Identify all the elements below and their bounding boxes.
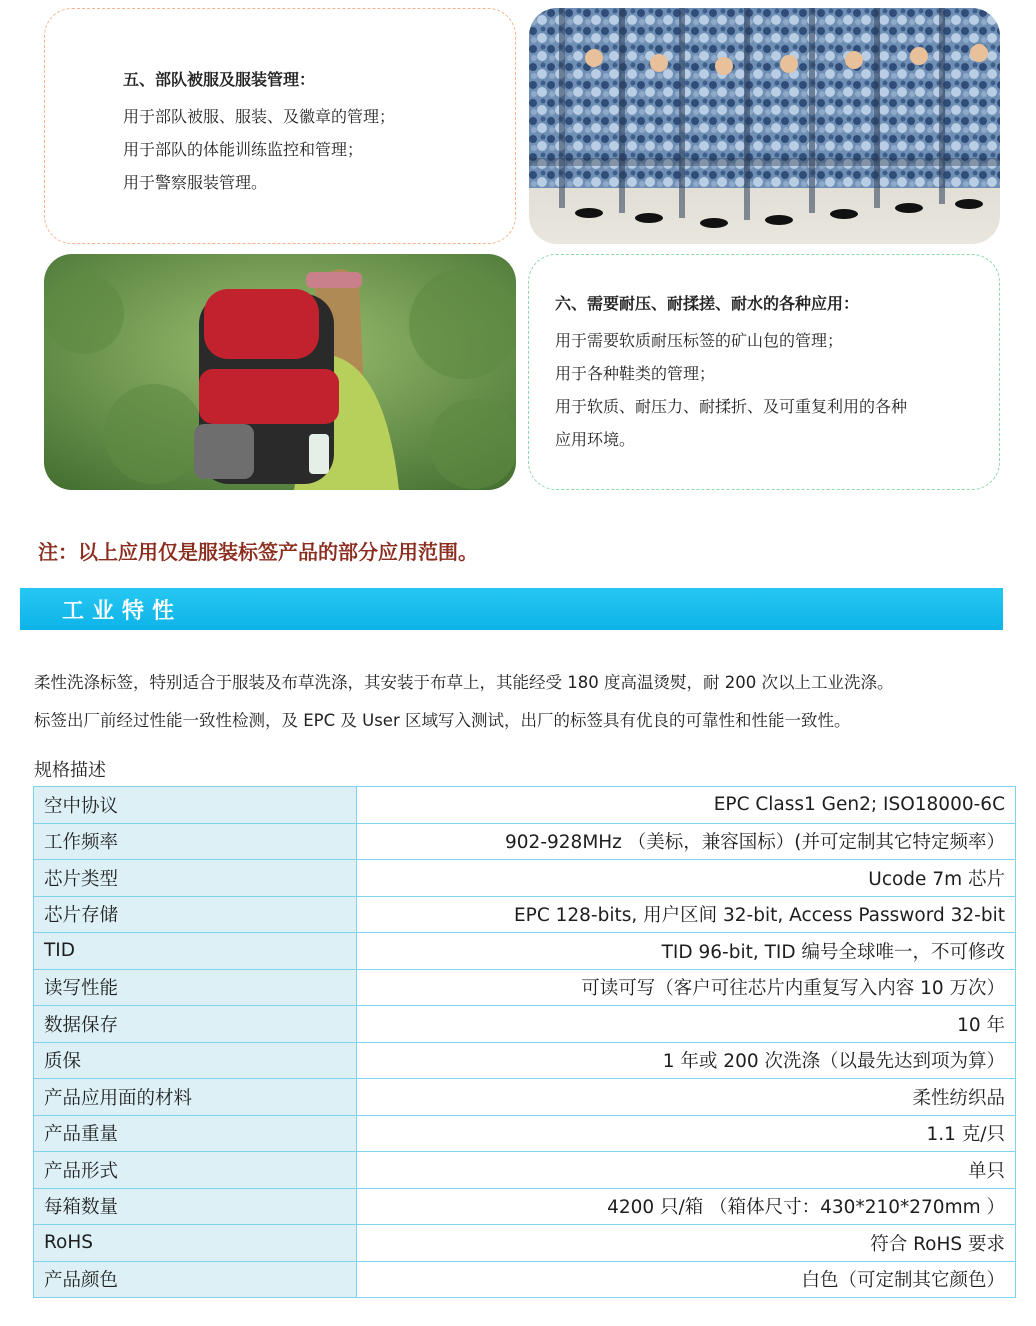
intro-line: 柔性洗涤标签，特别适合于服装及布草洗涤，其安装于布草上，其能经受 180 度高温烫熨，耐 200 次以上工业洗涤。: [34, 673, 894, 692]
table-row: [34, 1006, 1016, 1043]
spec-value: 柔性纺织品: [357, 1079, 1016, 1116]
spec-value: 902-928MHz （美标，兼容国标）(并可定制其它特定频率）: [357, 823, 1016, 860]
card-title: 五、部队被服及服装管理：: [123, 70, 316, 89]
spec-key: 数据保存: [34, 1006, 357, 1043]
spec-value: 1 年或 200 次洗涤（以最先达到项为算）: [357, 1042, 1016, 1079]
table-row: [34, 823, 1016, 860]
spec-key: 产品形式: [34, 1152, 357, 1189]
spec-key: 每箱数量: [34, 1188, 357, 1225]
card-line: 用于软质、耐压力、耐揉折、及可重复利用的各种: [555, 397, 908, 416]
spec-value: 4200 只/箱 （箱体尺寸：430*210*270mm ）: [357, 1188, 1016, 1225]
application-note: 注：以上应用仅是服装标签产品的部分应用范围。: [38, 540, 478, 564]
table-row: [34, 1115, 1016, 1152]
intro-line: 标签出厂前经过性能一致性检测，及 EPC 及 User 区域写入测试，出厂的标签具有优良的可靠性和性能一致性。: [34, 711, 851, 730]
table-row: [34, 1152, 1016, 1189]
spec-heading: 规格描述: [34, 760, 106, 781]
spec-key: 产品颜色: [34, 1261, 357, 1298]
section-title: 工业特性: [62, 599, 183, 624]
table-row: [34, 1079, 1016, 1116]
spec-key: 读写性能: [34, 969, 357, 1006]
spec-key: 质保: [34, 1042, 357, 1079]
hiker-backpack-photo: [44, 254, 516, 490]
application-card-military: [44, 8, 516, 244]
spec-key: 工作频率: [34, 823, 357, 860]
spec-key: RoHS: [34, 1225, 357, 1262]
table-row: [34, 1042, 1016, 1079]
card-line: 用于需要软质耐压标签的矿山包的管理；: [555, 331, 844, 350]
card-line: 用于部队被服、服装、及徽章的管理；: [123, 107, 396, 126]
section-banner: [20, 588, 1003, 630]
spec-key: 空中协议: [34, 787, 357, 824]
spec-key: 芯片存储: [34, 896, 357, 933]
spec-key: 产品应用面的材料: [34, 1079, 357, 1116]
card-line: 应用环境。: [555, 430, 636, 449]
soldiers-photo: [529, 8, 1000, 244]
card-title: 六、需要耐压、耐揉搓、耐水的各种应用：: [555, 294, 860, 313]
spec-value: EPC 128-bits, 用户区间 32-bit, Access Password 32-bit: [357, 896, 1016, 933]
card-line: 用于部队的体能训练监控和管理；: [123, 140, 364, 159]
table-row: [34, 860, 1016, 897]
table-row: [34, 896, 1016, 933]
spec-key: 产品重量: [34, 1115, 357, 1152]
spec-value: 10 年: [357, 1006, 1016, 1043]
spec-value: 可读可写（客户可往芯片内重复写入内容 10 万次）: [357, 969, 1016, 1006]
table-row: [34, 933, 1016, 970]
table-row: [34, 1188, 1016, 1225]
spec-key: 芯片类型: [34, 860, 357, 897]
table-row: [34, 1225, 1016, 1262]
table-row: [34, 1261, 1016, 1298]
spec-value: 1.1 克/只: [357, 1115, 1016, 1152]
intro-text: [34, 664, 1024, 740]
spec-value: TID 96-bit, TID 编号全球唯一，不可修改: [357, 933, 1016, 970]
application-card-pressure-resistant: [528, 254, 1000, 490]
spec-value: 单只: [357, 1152, 1016, 1189]
spec-value: EPC Class1 Gen2; ISO18000-6C: [357, 787, 1016, 824]
card-line: 用于警察服装管理。: [123, 173, 268, 192]
table-row: [34, 969, 1016, 1006]
spec-value: 白色（可定制其它颜色）: [357, 1261, 1016, 1298]
spec-value: 符合 RoHS 要求: [357, 1225, 1016, 1262]
spec-key: TID: [34, 933, 357, 970]
spec-table: [33, 786, 1016, 1298]
table-row: [34, 787, 1016, 824]
card-line: 用于各种鞋类的管理；: [555, 364, 716, 383]
spec-value: Ucode 7m 芯片: [357, 860, 1016, 897]
